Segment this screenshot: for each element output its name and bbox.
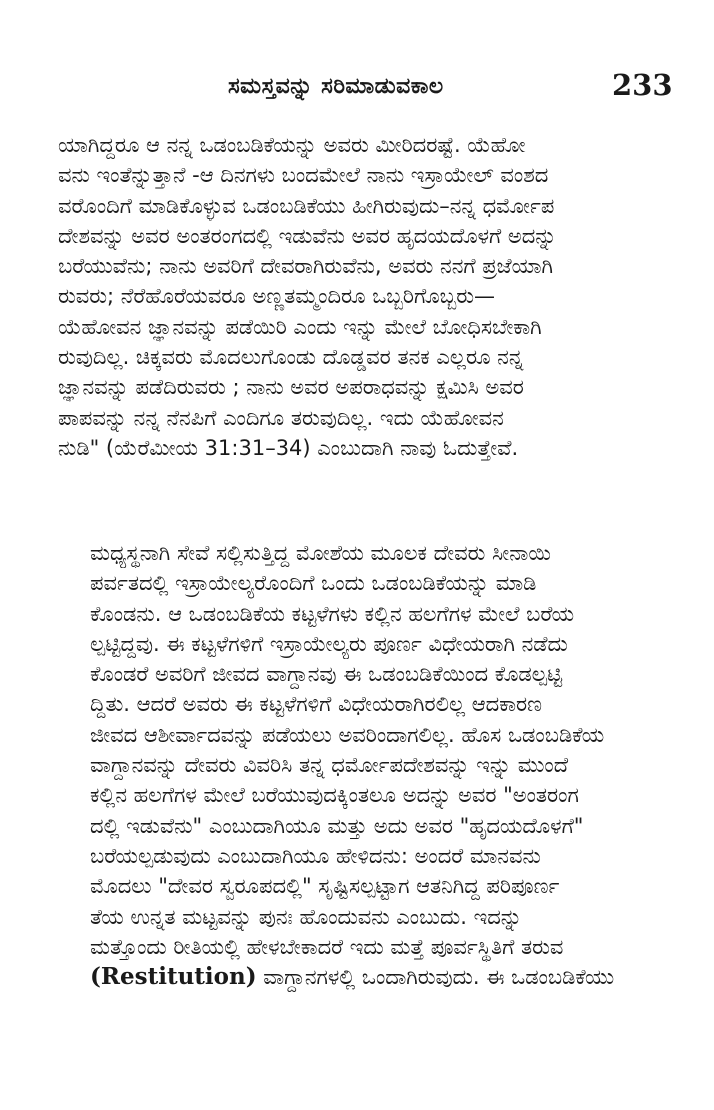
- text-line: ದಲ್ಲಿ ಇಡುವೆನು" ಎಂಬುದಾಗಿಯೂ ಮತ್ತು ಅದು ಅವರ "ಹೃದಯದೊಳಗೆ": [90, 813, 584, 838]
- text-line: ವರೊಂದಿಗೆ ಮಾಡಿಕೊಳ್ಳುವ ಒಡಂಬಡಿಕೆಯು ಹೀಗಿರುವುದು–ನನ್ನ ಧರ್ಮೋಪ: [58, 193, 555, 218]
- paragraph-2: [58, 538, 692, 992]
- text-line: ಕೊಂಡರೆ ಅವರಿಗೆ ಜೀವದ ವಾಗ್ದಾನವು ಈ ಒಡಂಬಡಿಕೆಯಿಂದ ಕೊಡಲ್ಪಟ್ಟಿ: [90, 662, 563, 687]
- restitution-term: (Restitution): [90, 963, 257, 991]
- text-line-last: [58, 962, 692, 992]
- text-line: ಪಾಪವನ್ನು ನನ್ನ ನೆನಪಿಗೆ ಎಂದಿಗೂ ತರುವುದಿಲ್ಲ. ಇದು ಯೆಹೋವನ: [58, 405, 504, 430]
- page-number: 233: [612, 68, 673, 102]
- text-line: ಮೊದಲು "ದೇವರ ಸ್ವರೂಪದಲ್ಲಿ" ಸೃಷ್ಟಿಸಲ್ಪಟ್ಟಾಗ ಆತನಿಗಿದ್ದ ಪರಿಪೂರ್ಣ: [90, 874, 560, 899]
- text-line: ಜ್ಞಾನವನ್ನು ಪಡೆದಿರುವರು ; ನಾನು ಅವರ ಅಪರಾಧವನ್ನು ಕ್ಷಮಿಸಿ ಅವರ: [58, 375, 524, 400]
- text-line: ಬರೆಯುವೆನು; ನಾನು ಅವರಿಗೆ ದೇವರಾಗಿರುವೆನು, ಅವರು ನನಗೆ ಪ್ರಜೆಯಾಗಿ: [58, 254, 553, 279]
- text-line: ಕೊಂಡನು. ಆ ಒಡಂಬಡಿಕೆಯ ಕಟ್ಟಳೆಗಳು ಕಲ್ಲಿನ ಹಲಗೆಗಳ ಮೇಲೆ ಬರೆಯ: [90, 601, 575, 626]
- text-line: ಯೆಹೋವನ ಜ್ಞಾನವನ್ನು ಪಡೆಯಿರಿ ಎಂದು ಇನ್ನು ಮೇಲೆ ಬೋಧಿಸಬೇಕಾಗಿ: [58, 314, 542, 339]
- text-line: ಬರೆಯಲ್ಪಡುವುದು ಎಂಬುದಾಗಿಯೂ ಹೇಳಿದನು: ಅಂದರೆ ಮಾನವನು: [90, 843, 541, 868]
- running-title: ಸಮಸ್ತವನ್ನು ಸರಿಮಾಡುವಕಾಲ: [228, 74, 444, 99]
- text-line: ದ್ದಿತು. ಆದರೆ ಅವರು ಈ ಕಟ್ಟಳೆಗಳಿಗೆ ವಿಧೇಯರಾಗಿರಲಿಲ್ಲ ಆದಕಾರಣ: [90, 692, 543, 717]
- text-line: ಲ್ಪಟ್ಟಿದ್ದವು. ಈ ಕಟ್ಟಳೆಗಳಿಗೆ ಇಸ್ರಾಯೇಲ್ಯರು ಪೂರ್ಣ ವಿಧೇಯರಾಗಿ ನಡೆದು: [90, 631, 568, 656]
- text-line: ಯಾಗಿದ್ದರೂ ಆ ನನ್ನ ಒಡಂಬಡಿಕೆಯನ್ನು ಅವರು ಮೀರಿದರಷ್ಟೆ. ಯೆಹೋ: [58, 133, 526, 157]
- text-line: ಕಲ್ಲಿನ ಹಲಗೆಗಳ ಮೇಲೆ ಬರೆಯುವುದಕ್ಕಿಂತಲೂ ಅದನ್ನು ಅವರ "ಅಂತರಂಗ: [90, 783, 579, 808]
- page-header: [0, 68, 714, 108]
- text-line: ಜೀವದ ಆಶೀರ್ವಾದವನ್ನು ಪಡೆಯಲು ಅವರಿಂದಾಗಲಿಲ್ಲ. ಹೊಸ ಒಡಂಬಡಿಕೆಯ: [90, 722, 605, 747]
- text-line: ಮಧ್ಯಸ್ಥನಾಗಿ ಸೇವೆ ಸಲ್ಲಿಸುತ್ತಿದ್ದ ಮೋಶೆಯ ಮೂಲಕ ದೇವರು ಸೀನಾಯಿ: [90, 541, 551, 565]
- text-line: ತೆಯ ಉನ್ನತ ಮಟ್ಟವನ್ನು ಪುನಃ ಹೊಂದುವನು ಎಂಬುದು. ಇದನ್ನು: [90, 904, 522, 929]
- text-line: ರುವರು; ನೆರೆಹೊರೆಯವರೂ ಅಣ್ಣತಮ್ಮಂದಿರೂ ಒಬ್ಬರಿಗೊಬ್ಬರು—: [58, 284, 495, 309]
- text-line: ವನು ಇಂತೆನ್ನುತ್ತಾನೆ -ಆ ದಿನಗಳು ಬಂದಮೇಲೆ ನಾನು ಇಸ್ರಾಯೇಲ್ ವಂಶದ: [58, 163, 549, 188]
- text-line-rest: ವಾಗ್ದಾನಗಳಲ್ಲಿ ಒಂದಾಗಿರುವುದು. ಈ ಒಡಂಬಡಿಕೆಯು: [256, 965, 615, 990]
- text-line: ರುವುದಿಲ್ಲ. ಚಿಕ್ಕವರು ಮೊದಲುಗೊಂಡು ದೊಡ್ಡವರ ತನಕ ಎಲ್ಲರೂ ನನ್ನ: [58, 345, 524, 370]
- text-line: ದೇಶವನ್ನು ಅವರ ಅಂತರಂಗದಲ್ಲಿ ಇಡುವೆನು ಅವರ ಹೃದಯದೊಳಗೆ ಅದನ್ನು: [58, 223, 557, 248]
- text-line: ವಾಗ್ದಾನವನ್ನು ದೇವರು ವಿವರಿಸಿ ತನ್ನ ಧರ್ಮೋಪದೇಶವನ್ನು ಇನ್ನು ಮುಂದೆ: [90, 753, 569, 778]
- text-line: ಪರ್ವತದಲ್ಲಿ ಇಸ್ರಾಯೇಲ್ಯರೊಂದಿಗೆ ಒಂದು ಒಡಂಬಡಿಕೆಯನ್ನು ಮಾಡಿ: [90, 571, 537, 596]
- text-line: ನುಡಿ" (ಯೆರೆಮೀಯ 31:31–34) ಎಂಬುದಾಗಿ ನಾವು ಓದುತ್ತೇವೆ.: [58, 435, 519, 460]
- paragraph-1: [58, 130, 692, 463]
- text-line: ಮತ್ತೊಂದು ರೀತಿಯಲ್ಲಿ ಹೇಳಬೇಕಾದರೆ ಇದು ಮತ್ತೆ ಪೂರ್ವಸ್ಥಿತಿಗೆ ತರುವ: [90, 934, 564, 959]
